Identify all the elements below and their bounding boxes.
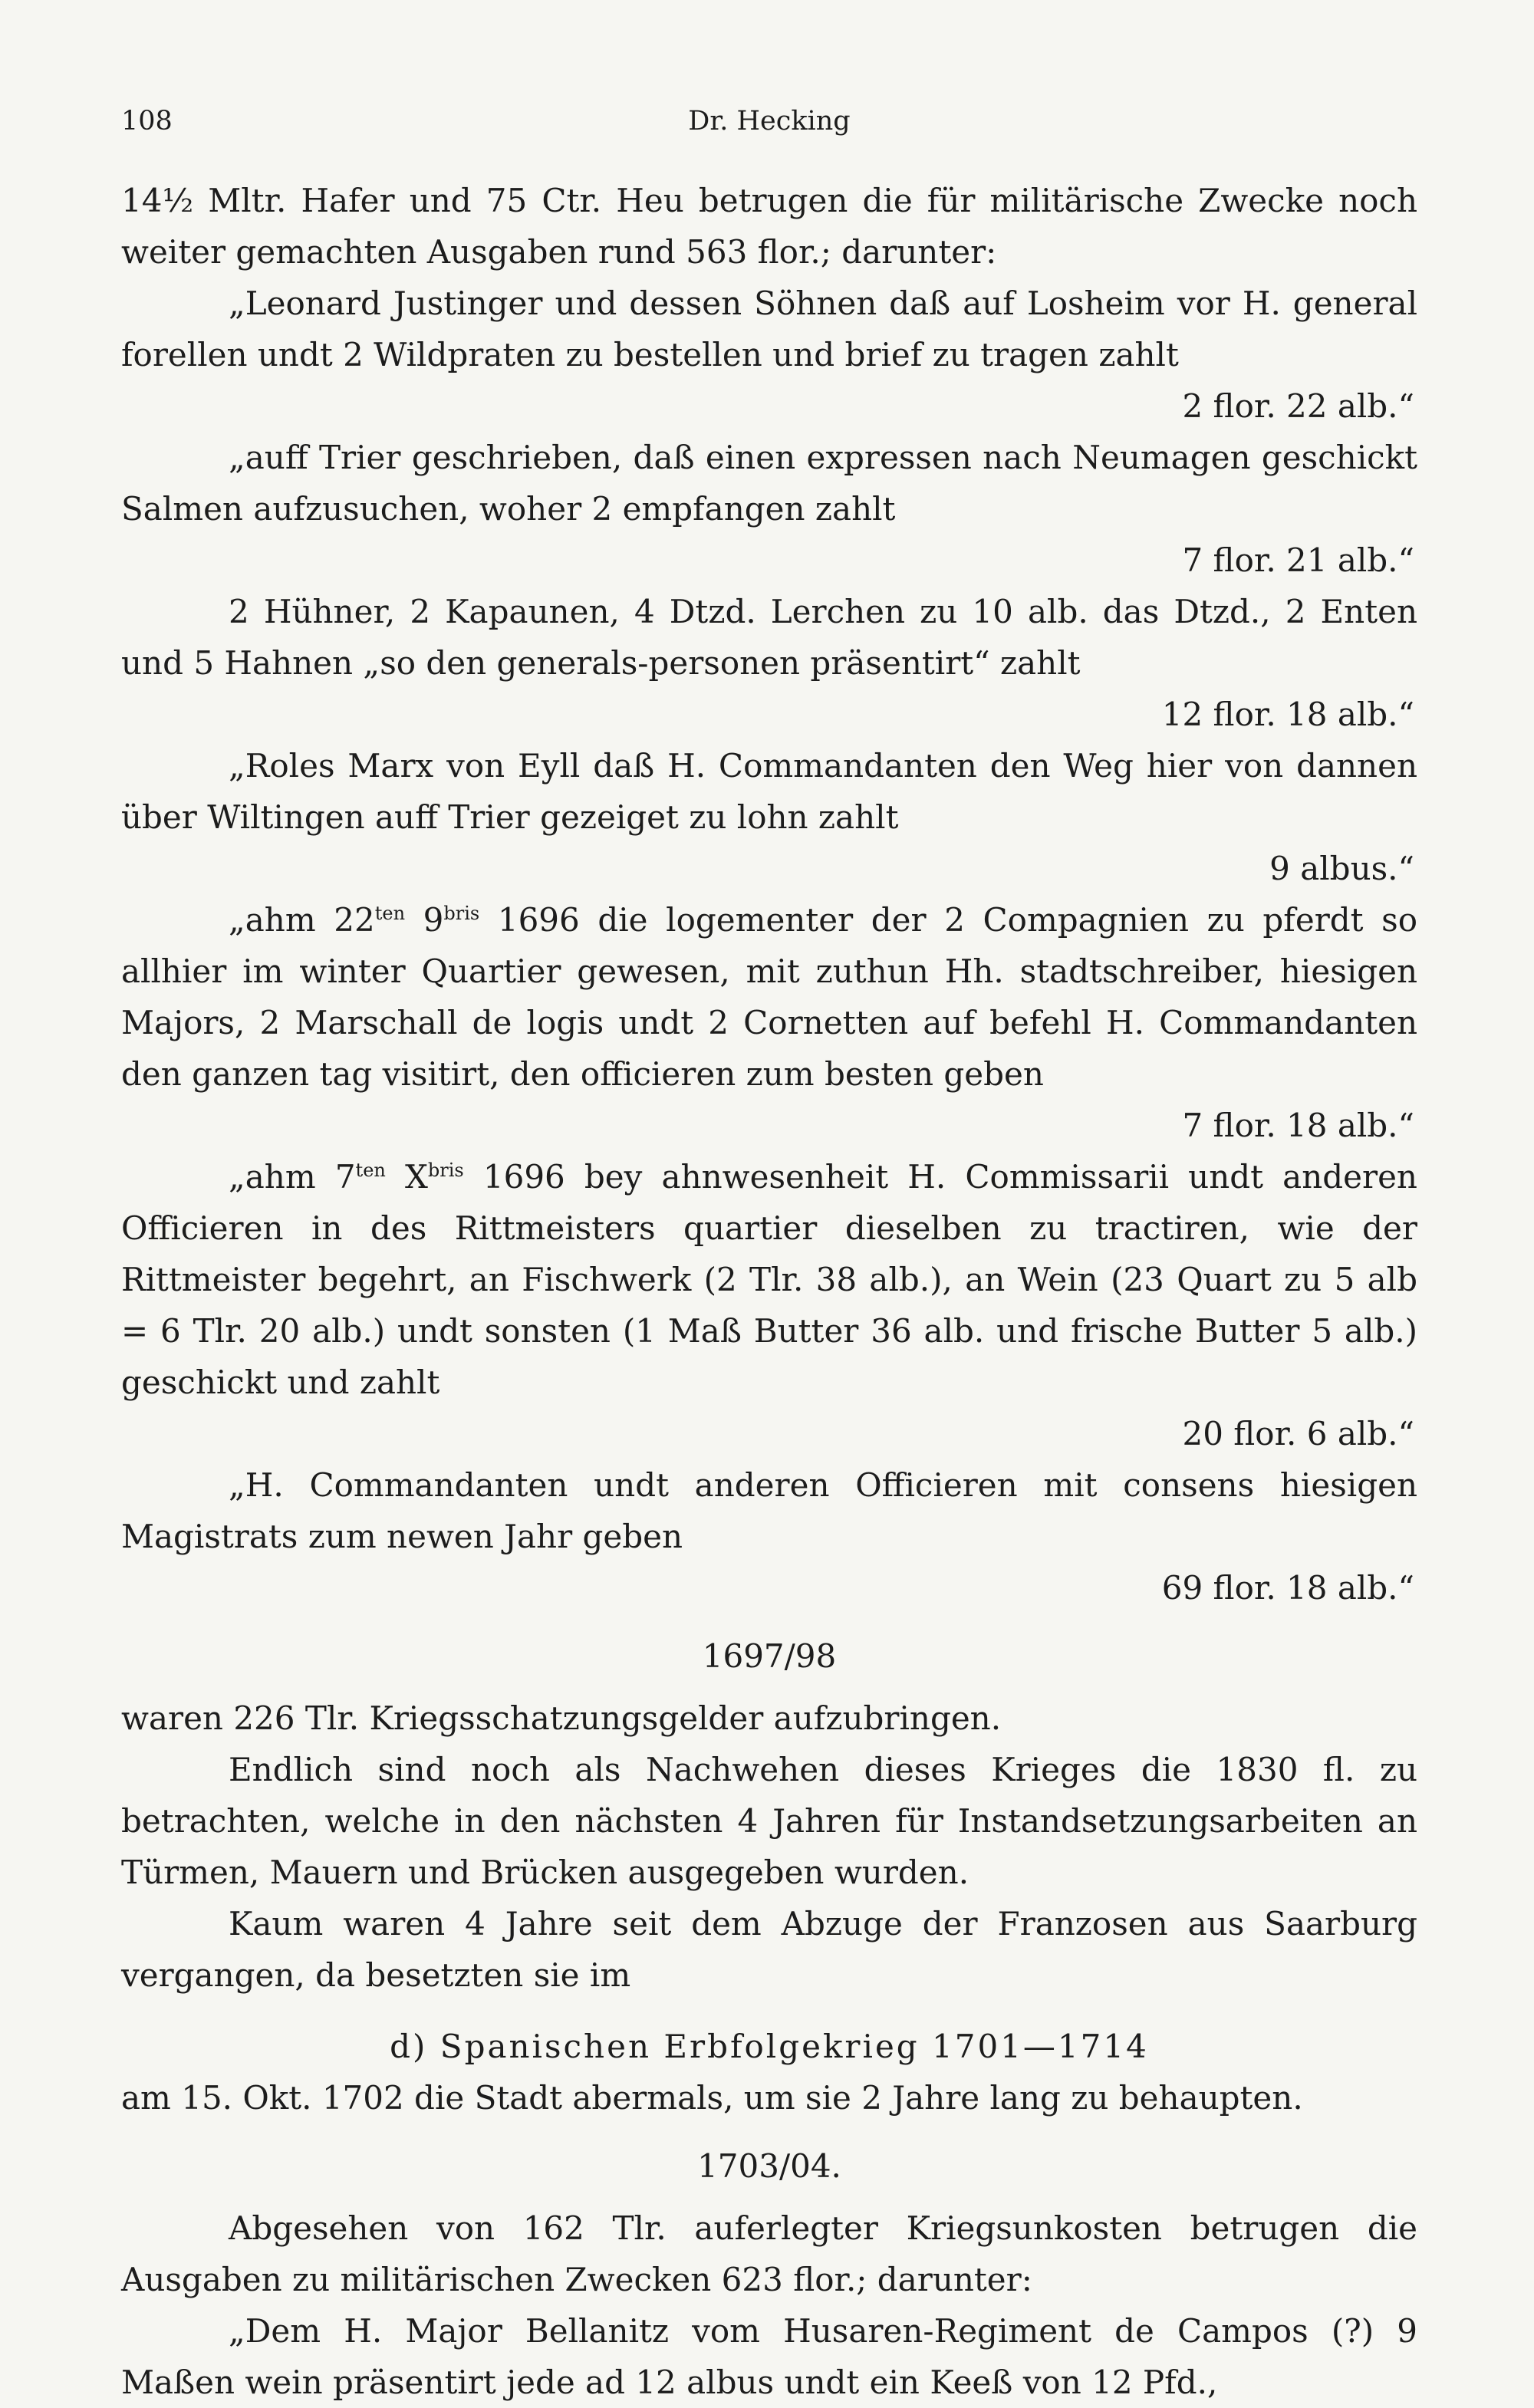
quote-logementer-sup1: ten: [374, 903, 406, 924]
quote-logementer-c: 1696 die logementer der 2 Compagnien zu pferdt so allhier im winter Quartier gewesen, mit zuthun Hh. stadtschreiber, hiesigen Majors, 2 Marschall de logis undt 2 Cornetten auf befehl H. Commandanten den ganzen tag visitirt, den officieren zum besten geben: [121, 901, 1418, 1093]
quote-commissarii-b: X: [385, 1158, 428, 1196]
year-heading-1697: 1697/98: [702, 1637, 837, 1675]
quote-trier-letter: „auff Trier geschrieben, daß einen expressen nach Neumagen geschickt Salmen aufzusuchen, woher 2 empfangen zahlt: [121, 439, 1417, 528]
quote-commissarii-c: 1696 bey ahnwesenheit H. Commissarii undt anderen Officieren in des Rittmeisters quartier dieselben zu tractiren, wie der Rittmeister begehrt, an Fischwerk (2 Tlr. 38 alb.), an Wein (23 Quart zu 5 alb = 6 Tlr. 20 alb.) undt sonsten (1 Maß Butter 36 alb. und frische Butter 5 alb.) geschickt und zahlt: [121, 1158, 1417, 1401]
amount-commissarii: 20 flor. 6 alb.“: [1182, 1415, 1414, 1452]
quote-justinger: „Leonard Justinger und dessen Söhnen daß auf Losheim vor H. general forellen undt 2 Wildpraten zu bestellen und brief zu tragen zahlt: [121, 285, 1417, 373]
amount-roles-marx: 9 albus.“: [1269, 850, 1414, 887]
quote-commissarii-a: „ahm 7: [229, 1158, 356, 1196]
quote-roles-marx: „Roles Marx von Eyll daß H. Commandanten den Weg hier von dannen über Wiltingen auff Trier gezeiget zu lohn zahlt: [121, 747, 1417, 836]
body-text: [121, 175, 1417, 2408]
paragraph-abzug: Kaum waren 4 Jahre seit dem Abzuge der Franzosen aus Saarburg vergangen, da besetzten sie im: [121, 1905, 1417, 1994]
amount-justinger: 2 flor. 22 alb.“: [1182, 387, 1414, 425]
quote-commissarii-sup2: bris: [427, 1160, 464, 1181]
quote-logementer-a: „ahm 22: [229, 901, 375, 939]
paragraph-ausgaben: Abgesehen von 162 Tlr. auferlegter Kriegsunkosten betrugen die Ausgaben zu militärischen Zwecken 623 flor.; darunter:: [121, 2209, 1417, 2298]
running-title: Dr. Hecking: [688, 106, 851, 137]
paragraph-besetzung: am 15. Okt. 1702 die Stadt abermals, um sie 2 Jahre lang zu behaupten.: [121, 2079, 1303, 2117]
quote-bellanitz: „Dem H. Major Bellanitz vom Husaren-Regiment de Campos (?) 9 Maßen wein präsentirt jede ad 12 albus undt ein Keeß von 12 Pfd.,: [121, 2312, 1417, 2401]
page-header: [121, 106, 1417, 152]
quote-poultry: 2 Hühner, 2 Kapaunen, 4 Dtzd. Lerchen zu 10 alb. das Dtzd., 2 Enten und 5 Hahnen „so den generals-personen präsentirt“ zahlt: [121, 593, 1417, 682]
quote-commissarii: [121, 1151, 1417, 1408]
quote-logementer: [121, 894, 1417, 1100]
amount-new-year: 69 flor. 18 alb.“: [1161, 1569, 1414, 1607]
quote-logementer-sup2: bris: [443, 903, 480, 924]
section-heading: d) Spanischen Erbfolgekrieg 1701—1714: [390, 2028, 1149, 2065]
amount-poultry: 12 flor. 18 alb.“: [1161, 696, 1414, 733]
quote-commissarii-sup1: ten: [355, 1160, 386, 1181]
amount-trier-letter: 7 flor. 21 alb.“: [1182, 541, 1414, 579]
year-heading-1703: 1703/04.: [697, 2147, 841, 2185]
paragraph-opening: 14½ Mltr. Hafer und 75 Ctr. Heu betrugen die für militärische Zwecke noch weiter gemachten Ausgaben rund 563 flor.; darunter:: [121, 182, 1417, 271]
page-number: 108: [121, 106, 173, 137]
quote-new-year: „H. Commandanten undt anderen Officieren mit consens hiesigen Magistrats zum newen Jahr geben: [121, 1466, 1417, 1555]
quote-logementer-b: 9: [405, 901, 444, 939]
amount-logementer: 7 flor. 18 alb.“: [1182, 1107, 1414, 1144]
paragraph-kriegsschatzung: waren 226 Tlr. Kriegsschatzungsgelder aufzubringen.: [121, 1699, 1002, 1737]
paragraph-nachwehen: Endlich sind noch als Nachwehen dieses Krieges die 1830 fl. zu betrachten, welche in den nächsten 4 Jahren für Instandsetzungsarbeiten an Türmen, Mauern und Brücken ausgegeben wurden.: [121, 1751, 1417, 1891]
